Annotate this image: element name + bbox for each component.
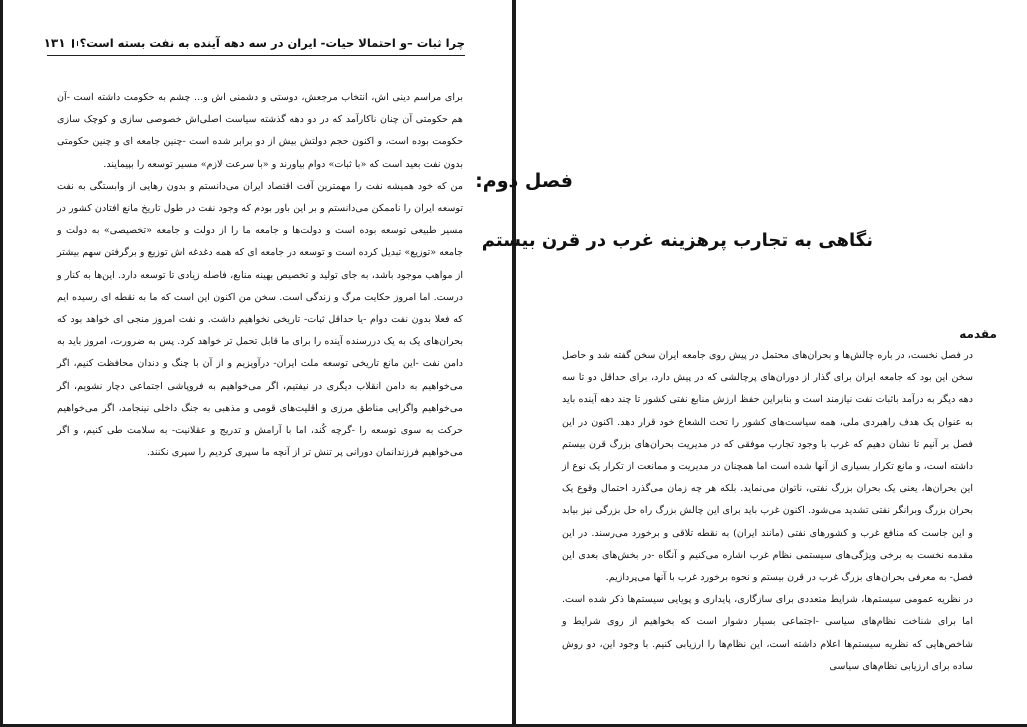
page-number: ۱۳۱	[43, 36, 66, 50]
right-page	[475, 0, 1027, 724]
paragraph: برای مراسم دینی اش، انتخاب مرجعش، دوستی و دشمنی اش و... چشم به حکومت داشته است -آن هم حکومتی آن چنان ناکارآمد که در دو دهه گذشته سیاست اصلی‌اش خصوصی سازی و کوچک سازی حکومت بوده است، و اکنون حجم دولتش بیش از دو برابر شده است -چنین جامعه ای و چنین حکومتی بدون نفت بعید است که «با ثبات» دوام بیاورند و «با سرعت لازم» مسیر توسعه را بپیمایند.	[57, 92, 463, 170]
header-rule	[47, 55, 465, 56]
running-head-title: چرا ثبات –و احتمالا حیات- ایران در سه دهه آینده به نفت بسته است؟	[79, 36, 465, 50]
chapter-label: فصل دوم:	[475, 170, 573, 192]
chapter-title: نگاهی به تجارب پرهزینه غرب در قرن بیستم	[481, 230, 873, 251]
section-heading: مقدمه	[959, 327, 997, 341]
left-page	[3, 0, 512, 724]
right-body-text	[562, 345, 973, 678]
paragraph: در نظریه عمومی سیستم‌ها، شرایط متعددی برای سازگاری، پایداری و پویایی سیستم‌ها ذکر شده است. اما برای شناخت نظام‌های سیاسی -اجتماعی بسیار دشوار است که بخواهیم از روی شرایط و شاخص‌هایی که نظریه سیستم‌ها اعلام داشته است، این نظام‌ها را ارزیابی کنیم. با وجود این، دو روش ساده برای ارزیابی نظام‌های سیاسی	[562, 594, 973, 672]
paragraph: در فصل نخست، در باره چالش‌ها و بحران‌های محتمل در پیش روی جامعه ایران سخن گفته شد و حاصل سخن این بود که جامعه ایران برای گذار از دوران‌های پرچالشی که در پیش دارد، برای حداقل دو تا سه دهه دیگر به درآمد باثبات نفت نیازمند است و بنابراین حفظ ارزش منابع نفتی کشور تا چند دهه آینده باید به عنوان یک هدف راهبردی ملی، همه سیاست‌های کشور را تحت الشعاع خود قرار دهد. اکنون در این فصل بر آنیم تا نشان دهیم که غرب با وجود تجارب موفقی که در مدیریت بحران‌های بزرگ قرن بیستم داشته است، و مانع تکرار بسیاری از آنها شده است اما همچنان در مدیریت و ممانعت از تکرار یک نوع از این بحران‌ها، یعنی یک بحران بزرگ نفتی، ناتوان می‌نماید. بلکه هر چه زمان می‌گذرد احتمال وقوع یک بحران بزرگ وبرانگر نفتی تشدید می‌شود. اکنون غرب باید برای این چالش بزرگ راه حل بزرگی نیز بیابد و این جاست که منافع غرب و کشورهای نفتی (مانند ایران) به نقطه تلاقی و برخورد می‌رسند. در این مقدمه نخست به برخی ویژگی‌های سیستمی نظام غرب اشاره می‌کنیم و آنگاه -در بخش‌های بعدی این فصل- به معرفی بحران‌های بزرگ غرب در قرن بیستم و نحوه برخورد غرب با آنها می‌پردازیم.	[562, 350, 973, 584]
paragraph: من که خود همیشه نفت را مهمترین آفت اقتصاد ایران می‌دانستم و بدون رهایی از وابستگی به نفت توسعه ایران را ناممکن می‌دانستم و بر این باور بودم که وجود نفت در طول تاریخ مانع افتادن کشور در مسیر طبیعی توسعه بوده است و دولت‌ها و جامعه ما را از دولت و جامعه «تخصیصی» به دولت و جامعه «توزیع» تبدیل کرده است و توسعه در جامعه ای که همه دغدغه اش توزیع و برگرفتن سهم بیشتر از مواهب موجود باشد، به جای تولید و تخصیص بهینه منابع، فاصله زیادی تا توسعه دارد. این‌ها به کنار و درست. اما امروز حکایت مرگ و زندگی است. سخن من اکنون این است که ما به نقطه ای رسیده ایم که فعلا بدون نفت دوام -یا حداقل ثبات- تاریخی نخواهیم داشت. و نفت امروز منجی ای خواهد بود که بحران‌های یک به یک دررسنده آینده را برای ما قابل تحمل تر خواهد کرد. پس به ضرورت، امروز باید به دامن نفت -این مانع تاریخی توسعه ملت ایران- درآویزیم و از آن با چنگ و دندان محافظت کنیم، اگر می‌خواهیم به دامن انقلاب دیگری در نیفتیم، اگر می‌خواهیم به فروپاشی اجتماعی دچار نشویم، اگر می‌خواهیم واگرایی مناطق مرزی و اقلیت‌های قومی و مذهبی به جنگ داخلی نینجامد، اگر می‌خواهیم حرکت به سوی توسعه را -گرچه کُند، اما با آرامش و تدریج و عقلانیت- به سلامت طی کنیم، و اگر می‌خواهیم فرزندانمان دورانی پر تنش تر از آنچه ما سپری کردیم را سپری نکنند.	[57, 180, 463, 459]
left-body-text	[57, 87, 463, 464]
running-head	[43, 36, 465, 50]
book-icon	[72, 39, 74, 48]
